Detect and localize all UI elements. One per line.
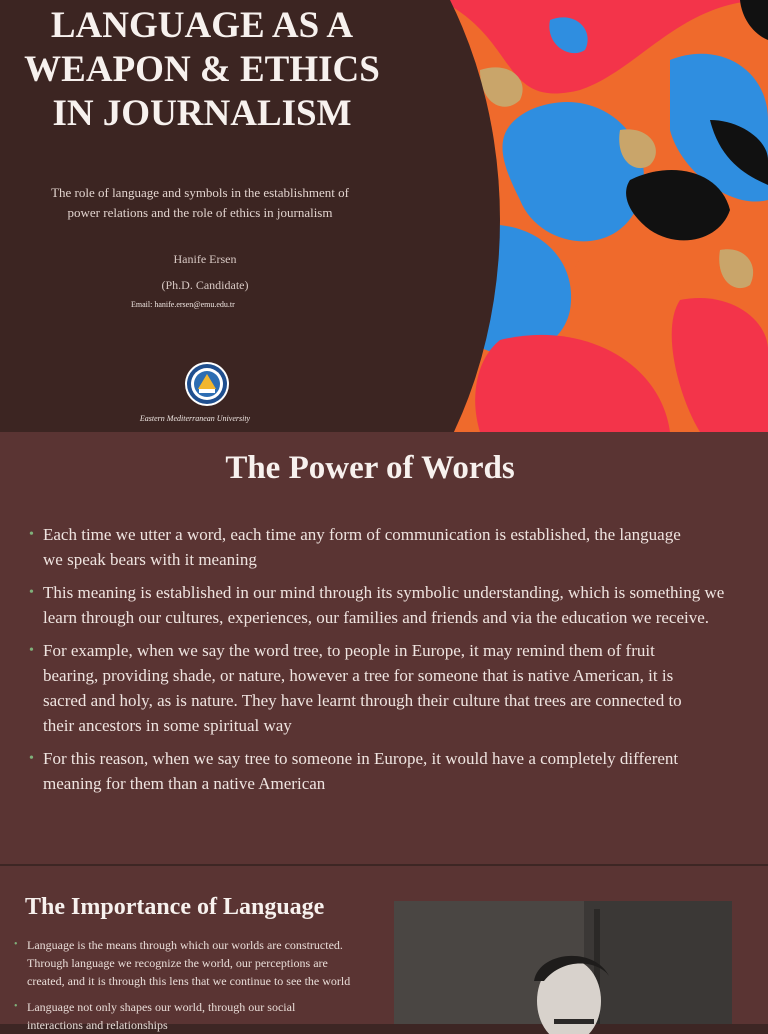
list-item: • Language not only shapes our world, through our social interactions and relationships <box>14 1000 296 1032</box>
slide-title: The Power of Words <box>225 450 515 486</box>
presentation-title: LANGUAGE AS A WEAPON & ETHICS IN JOURNALISM <box>24 5 380 134</box>
bullet-icon: • <box>29 643 34 658</box>
presentation-subtitle: The role of language and symbols in the establishment of power relations and the role of ethics in journalism <box>51 185 349 220</box>
author-email: Email: hanife.ersen@emu.edu.tr <box>131 300 235 309</box>
university-logo-icon <box>184 361 230 407</box>
list-item: • This meaning is established in our mind through its symbolic understanding, which is something we learn through our cultures, experiences, our families and friends and via the education we receive. <box>26 580 738 630</box>
bullet-icon: • <box>29 585 34 600</box>
bullet-icon: • <box>29 527 34 542</box>
bullet-icon: • <box>14 1001 18 1012</box>
author-name: Hanife Ersen <box>173 252 237 266</box>
bullet-list <box>12 936 354 1034</box>
bullet-icon: • <box>14 939 18 950</box>
university-name: Eastern Mediterranean University <box>139 414 251 423</box>
slide-title: The Importance of Language <box>25 894 325 920</box>
portrait-image <box>394 901 732 1024</box>
importance-of-language-slide <box>0 866 768 1032</box>
power-of-words-slide <box>0 432 768 864</box>
bullet-list <box>26 522 738 804</box>
title-slide <box>0 0 768 432</box>
bullet-icon: • <box>29 751 34 766</box>
portrait-photo <box>394 901 732 1024</box>
list-item: • For example, when we say the word tree, to people in Europe, it may remind them of fruit bearing, providing shade, or nature, however a tree for someone that is native American, it is sacred and holy, as is nature. They have learnt through their culture that trees are connected to their ancestors in some spiritual way <box>26 638 708 738</box>
list-item: • For this reason, when we say tree to someone in Europe, it would have a completely different meaning for them than a native American <box>26 746 694 796</box>
author-role: (Ph.D. Candidate) <box>161 278 249 292</box>
list-item: • Language is the means through which our worlds are constructed. Through language we recognize the world, our perceptions are created, and it is through this lens that we continue to see the world <box>14 938 351 988</box>
list-item: • Each time we utter a word, each time any form of communication is established, the language we speak bears with it meaning <box>26 522 692 572</box>
